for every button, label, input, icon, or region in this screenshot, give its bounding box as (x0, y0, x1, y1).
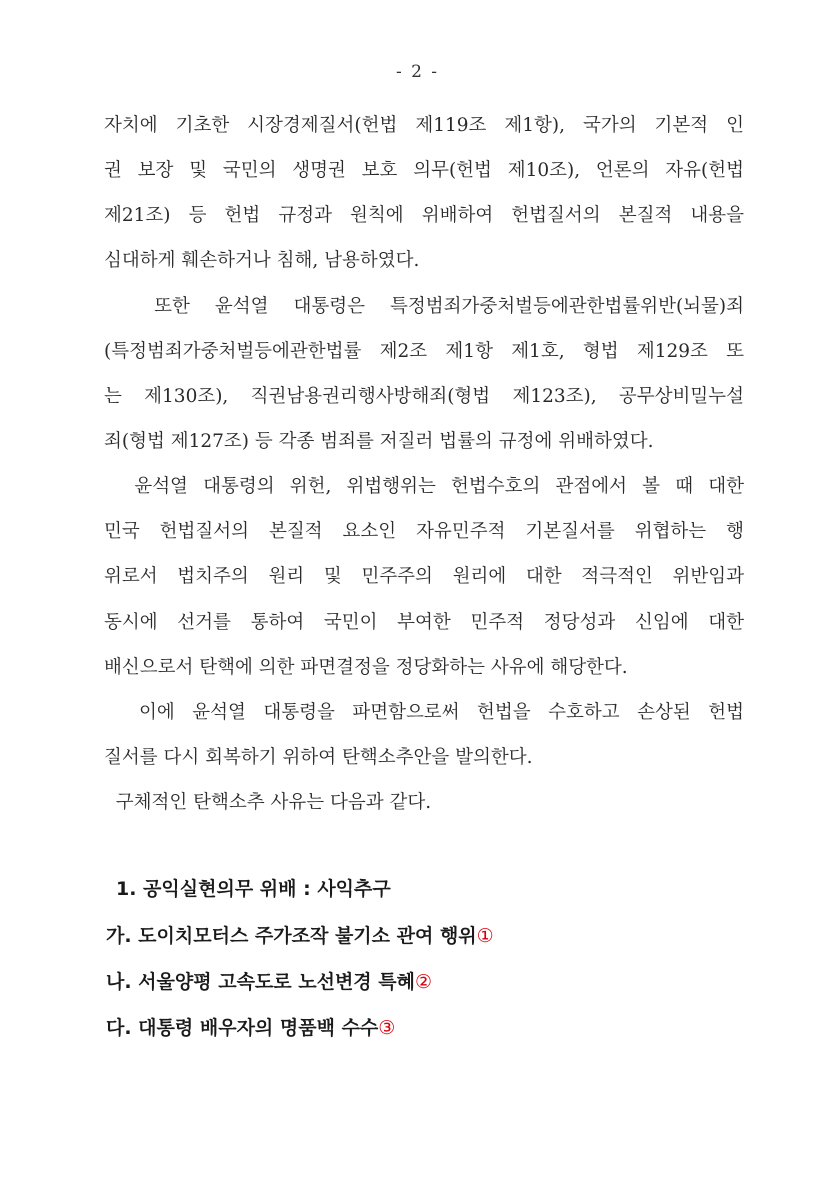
paragraph-4-line-1: 이에 윤석열 대통령을 파면함으로써 헌법을 수호하고 손상된 헌법 (104, 702, 744, 723)
paragraph-2-line-1: 또한 윤석열 대통령은 특정범죄가중처벌등에관한법률위반(뇌물)죄 (104, 296, 744, 317)
paragraph-3-line-3: 위로서 법치주의 원리 및 민주주의 원리에 대한 적극적인 위반임과 (104, 566, 744, 587)
paragraph-5-line-1: 구체적인 탄핵소추 사유는 다음과 같다. (104, 792, 432, 813)
section-item-2 (106, 968, 432, 996)
paragraph-3-line-4: 동시에 선거를 통하여 국민이 부여한 민주적 정당성과 신임에 대한 (104, 612, 744, 633)
section-item-1-label: 가. 도이치모터스 주가조작 불기소 관여 행위 (106, 925, 477, 947)
section-item-3 (106, 1014, 395, 1042)
paragraph-4-line-2: 질서를 다시 회복하기 위하여 탄핵소추안을 발의한다. (104, 747, 533, 768)
paragraph-3-line-2: 민국 헌법질서의 본질적 요소인 자유민주적 기본질서를 위협하는 행 (104, 521, 744, 542)
section-item-3-label: 다. 대통령 배우자의 명품백 수수 (106, 1017, 379, 1039)
section-item-1 (106, 922, 494, 950)
section-item-2-label: 나. 서울양평 고속도로 노선변경 특혜 (106, 971, 415, 993)
section-title: 1. 공익실현의무 위배 : 사익추구 (116, 878, 391, 900)
section-item-1-mark: ① (476, 925, 494, 947)
paragraph-1-line-2: 권 보장 및 국민의 생명권 보호 의무(헌법 제10조), 언론의 자유(헌법 (104, 160, 744, 181)
page-number: - 2 - (395, 62, 440, 82)
paragraph-3-line-5: 배신으로서 탄핵에 의한 파면결정을 정당화하는 사유에 해당한다. (104, 657, 628, 678)
paragraph-2-line-2: (특정범죄가중처벌등에관한법률 제2조 제1항 제1호, 형법 제129조 또 (104, 341, 744, 362)
paragraph-2-line-3: 는 제130조), 직권남용권리행사방해죄(형법 제123조), 공무상비밀누설 (104, 386, 744, 407)
paragraph-3-line-1: 윤석열 대통령의 위헌, 위법행위는 헌법수호의 관점에서 볼 때 대한 (104, 476, 744, 497)
paragraph-1-line-1: 자치에 기초한 시장경제질서(헌법 제119조 제1항), 국가의 기본적 인 (104, 115, 744, 136)
section-item-2-mark: ② (415, 971, 433, 993)
paragraph-1-line-4: 심대하게 훼손하거나 침해, 남용하였다. (104, 250, 420, 271)
paragraph-1-line-3: 제21조) 등 헌법 규정과 원칙에 위배하여 헌법질서의 본질적 내용을 (104, 205, 744, 226)
section-item-3-mark: ③ (378, 1017, 396, 1039)
paragraph-2-line-4: 죄(형법 제127조) 등 각종 범죄를 저질러 법률의 규정에 위배하였다. (104, 431, 654, 452)
